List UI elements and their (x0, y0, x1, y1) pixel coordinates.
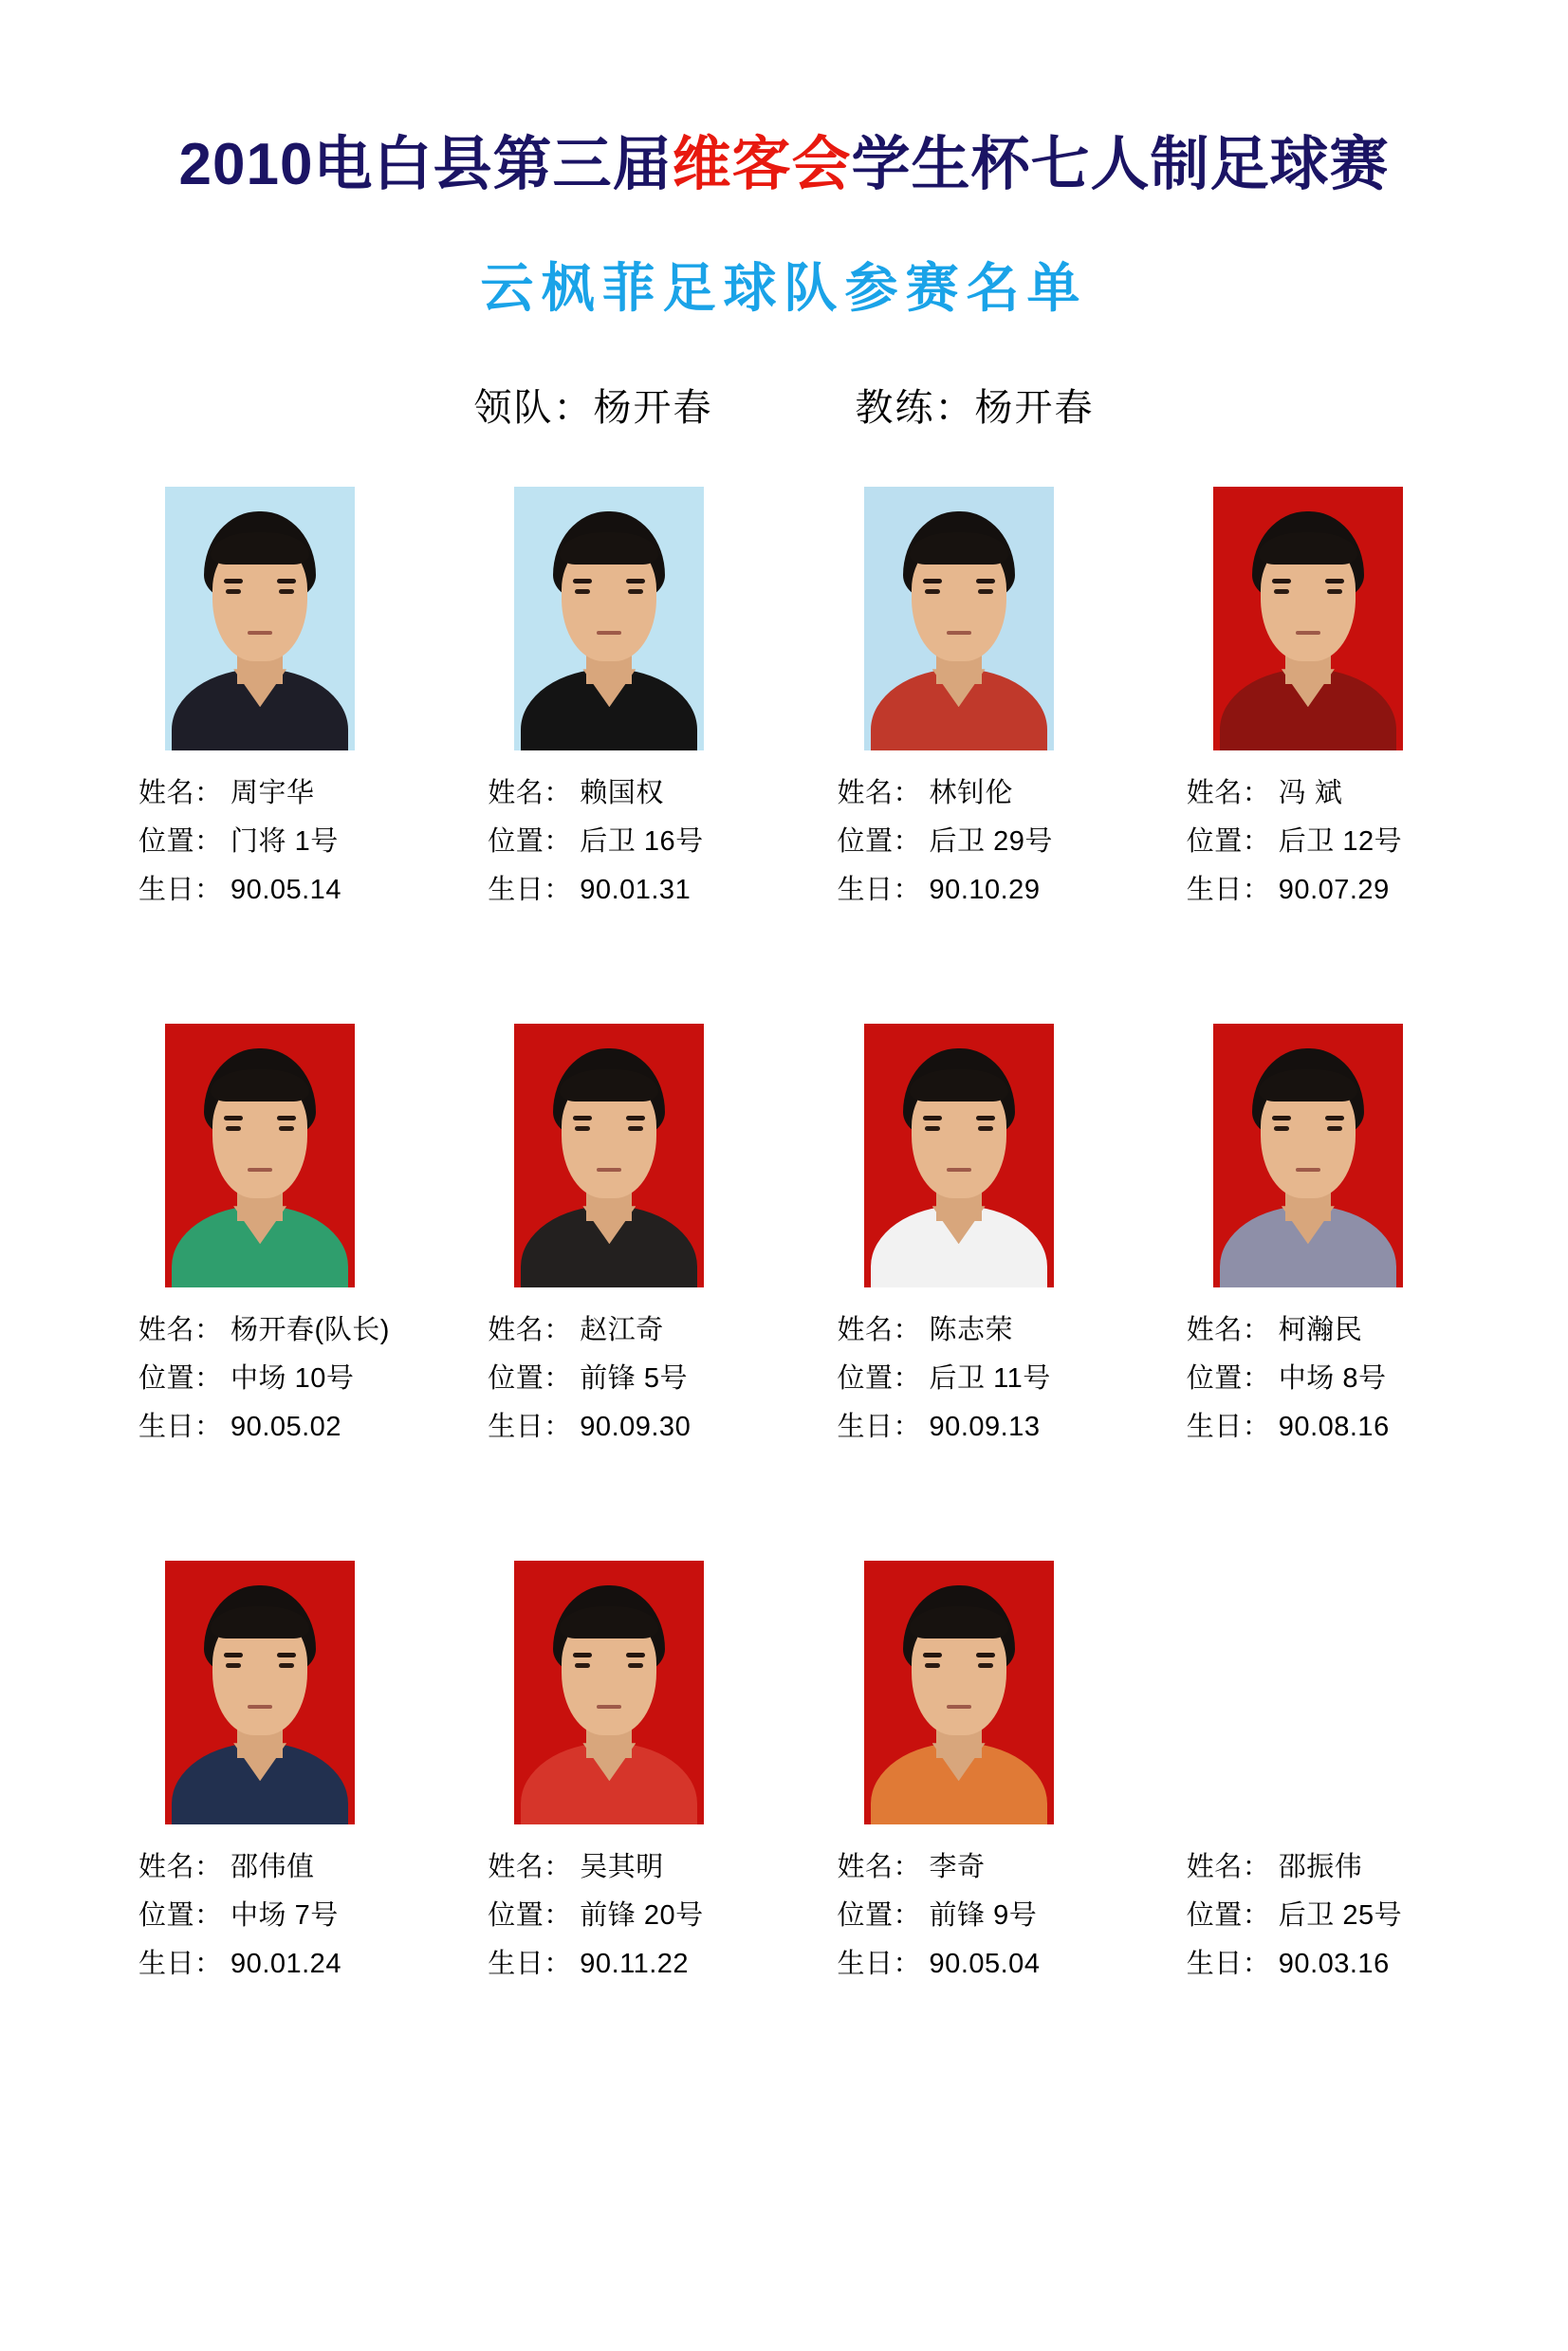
player-name: 姓名： 冯 斌 (1186, 778, 1343, 809)
player-photo (165, 1024, 355, 1287)
player-photo-wrap (784, 1561, 1134, 1824)
player-card (784, 1024, 1134, 1527)
player-photo-wrap (1134, 487, 1483, 750)
player-position: 位置： 中场 7号 (138, 1899, 339, 1931)
player-name: 姓名： 陈志荣 (837, 1315, 1014, 1346)
player-position: 位置： 中场 8号 (1186, 1362, 1387, 1394)
player-photo (514, 1561, 704, 1824)
player-card (434, 1024, 784, 1527)
player-photo (864, 487, 1054, 750)
player-info (434, 1843, 784, 1988)
player-card (1134, 1561, 1483, 2064)
player-position: 位置： 前锋 5号 (488, 1362, 688, 1394)
title-segment-2: 维客会 (672, 132, 852, 197)
player-card (784, 1561, 1134, 2064)
player-photo-wrap (434, 487, 784, 750)
player-photo (864, 1561, 1054, 1824)
player-position: 位置： 前锋 9号 (837, 1899, 1038, 1931)
player-info (85, 1843, 434, 1988)
player-position: 位置： 后卫 11号 (837, 1362, 1051, 1394)
player-card (85, 487, 434, 990)
player-position: 位置： 前锋 20号 (488, 1899, 704, 1931)
player-photo-wrap (85, 1561, 434, 1824)
player-name: 姓名： 李奇 (837, 1852, 986, 1883)
player-birthday: 生日： 90.05.14 (138, 874, 341, 905)
player-photo-wrap (434, 1024, 784, 1287)
player-birthday: 生日： 90.01.24 (138, 1948, 341, 1979)
team-coach: 教练：杨开春 (855, 387, 1095, 430)
player-position: 位置： 后卫 16号 (488, 825, 704, 857)
player-name: 姓名： 柯瀚民 (1186, 1315, 1363, 1346)
player-photo-wrap (85, 1024, 434, 1287)
player-card (434, 1561, 784, 2064)
player-info (1134, 1843, 1483, 1988)
player-birthday: 生日： 90.11.22 (488, 1948, 690, 1979)
roster-page (0, 133, 1568, 2351)
player-card (85, 1561, 434, 2064)
player-birthday: 生日： 90.10.29 (837, 874, 1041, 905)
player-photo-wrap (784, 1024, 1134, 1287)
player-info (784, 1306, 1134, 1451)
player-position: 位置： 门将 1号 (138, 825, 339, 857)
team-leader: 领队：杨开春 (473, 387, 713, 430)
title-segment-3: 学生杯七人制足球赛 (851, 132, 1390, 197)
player-photo (165, 487, 355, 750)
player-info (1134, 769, 1483, 914)
player-name: 姓名： 吴其明 (488, 1852, 664, 1883)
player-photo (514, 1024, 704, 1287)
player-grid (85, 487, 1483, 2064)
player-photo-wrap (1134, 1561, 1483, 1824)
player-name: 姓名： 周宇华 (138, 778, 315, 809)
player-position: 位置： 后卫 12号 (1186, 825, 1403, 857)
player-card (1134, 487, 1483, 990)
player-card (784, 487, 1134, 990)
player-info (434, 1306, 784, 1451)
player-name: 姓名： 杨开春(队长) (138, 1315, 390, 1346)
player-photo (1213, 1024, 1403, 1287)
player-position: 位置： 中场 10号 (138, 1362, 355, 1394)
player-birthday: 生日： 90.05.04 (837, 1948, 1041, 1979)
player-info (1134, 1306, 1483, 1451)
player-info (85, 1306, 434, 1451)
player-info (434, 769, 784, 914)
player-info (85, 769, 434, 914)
player-name: 姓名： 邵振伟 (1186, 1852, 1363, 1883)
player-birthday: 生日： 90.03.16 (1186, 1948, 1390, 1979)
player-name: 姓名： 赖国权 (488, 778, 664, 809)
title-segment-1: 2010电白县第三届 (178, 132, 673, 197)
player-card (434, 487, 784, 990)
player-photo (165, 1561, 355, 1824)
player-photo-wrap (784, 487, 1134, 750)
player-info (784, 769, 1134, 914)
player-birthday: 生日： 90.05.02 (138, 1411, 341, 1442)
player-info (784, 1843, 1134, 1988)
player-birthday: 生日： 90.09.30 (488, 1411, 692, 1442)
player-photo (514, 487, 704, 750)
player-birthday: 生日： 90.07.29 (1186, 874, 1390, 905)
player-photo-wrap (1134, 1024, 1483, 1287)
player-birthday: 生日： 90.09.13 (837, 1411, 1041, 1442)
player-position: 位置： 后卫 25号 (1186, 1899, 1403, 1931)
player-birthday: 生日： 90.01.31 (488, 874, 692, 905)
page-subtitle: 云枫菲足球队参赛名单 (480, 258, 1088, 319)
player-name: 姓名： 林钊伦 (837, 778, 1014, 809)
player-card (1134, 1024, 1483, 1527)
player-card (85, 1024, 434, 1527)
player-photo (864, 1024, 1054, 1287)
player-photo-wrap (85, 487, 434, 750)
page-title (85, 133, 1483, 197)
player-birthday: 生日： 90.08.16 (1186, 1411, 1390, 1442)
player-photo-wrap (434, 1561, 784, 1824)
player-name: 姓名： 邵伟值 (138, 1852, 315, 1883)
staff-row (85, 378, 1483, 432)
player-photo (1213, 487, 1403, 750)
player-name: 姓名： 赵江奇 (488, 1315, 664, 1346)
player-position: 位置： 后卫 29号 (837, 825, 1053, 857)
